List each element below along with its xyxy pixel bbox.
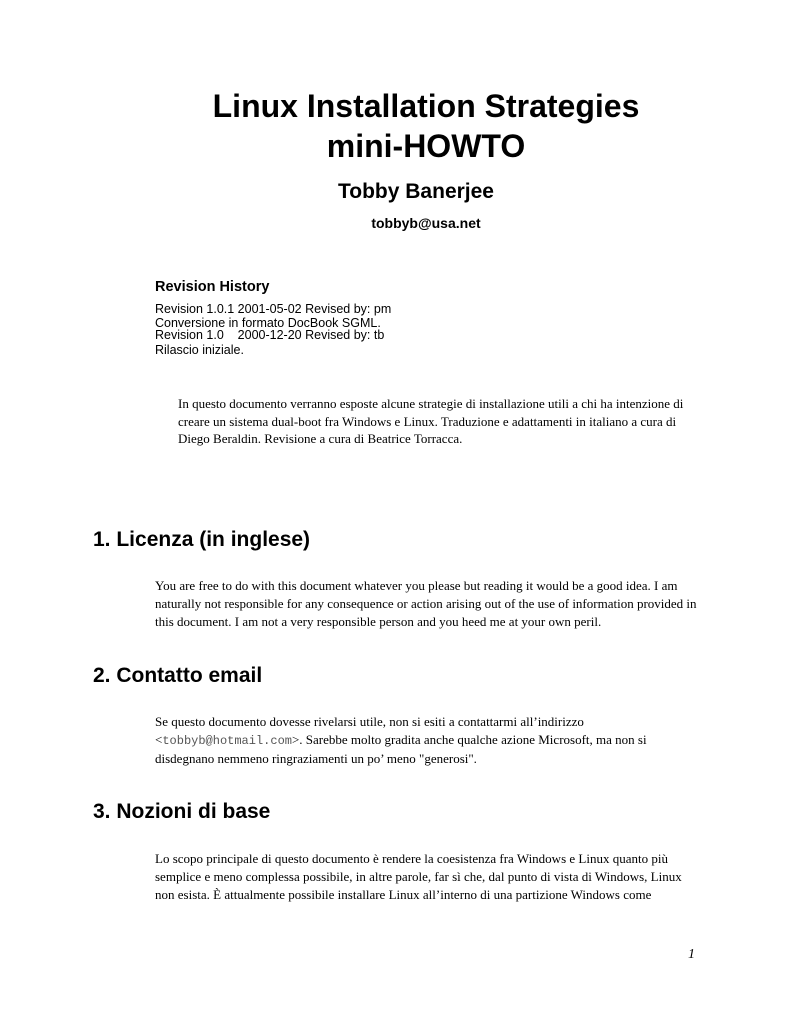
contact-text-after: >. Sarebbe molto gradita anche qualche azione Microsoft, ma non si disdegnano nemmeno ringraziamenti un po’ meno "generosi". [155, 732, 647, 766]
revision-entry-line: Revision 1.0.1 2001-05-02 Revised by: pm [155, 302, 392, 316]
document-title [0, 86, 792, 166]
contact-email-link[interactable]: tobbyb@hotmail.com [162, 734, 292, 748]
section-text-contact [155, 713, 700, 768]
abstract: In questo documento verranno esposte alcune strategie di installazione utili a chi ha intenzione di creare un sistema dual-boot fra Windows e Linux. Traduzione e adattamenti in italiano a cura di Diego Beraldin. Revisione a cura di Beatrice Torracca. [178, 396, 684, 446]
author-name: Tobby Banerjee [338, 180, 494, 203]
section-heading-license: 1. Licenza (in inglese) [93, 528, 311, 551]
revision-history-heading: Revision History [155, 279, 270, 295]
revision-entry-note: Conversione in formato DocBook SGML. [155, 316, 381, 330]
section-text-license: You are free to do with this document whatever you please but reading it would be a good idea. I am naturally not responsible for any consequence or action arising out of the use of information provided in this document. I am not a very responsible person and you heed me at your own peril. [155, 578, 697, 629]
section-heading-basics: 3. Nozioni di base [93, 800, 271, 823]
contact-text-before: Se questo documento dovesse rivelarsi utile, non si esiti a contattarmi all’indirizzo [155, 714, 584, 729]
title-line-2: mini-HOWTO [326, 128, 526, 164]
lt-sign: < [155, 732, 163, 747]
section-text-basics: Lo scopo principale di questo documento è rendere la coesistenza fra Windows e Linux quanto più semplice e meno complessa possibile, in altre parole, far sì che, dal punto di vista di Windows, Linux non esista. È attualmente possibile installare Linux all’interno di una partizione Windows come [155, 851, 682, 902]
author-email: tobbyb@usa.net [371, 215, 481, 231]
revision-entry-note: Rilascio iniziale. [155, 343, 244, 357]
section-heading-contact: 2. Contatto email [93, 664, 263, 687]
revision-entry-line: Revision 1.0 2000-12-20 Revised by: tb [155, 328, 385, 342]
title-line-1: Linux Installation Strategies [212, 88, 640, 124]
page-number: 1 [688, 947, 695, 962]
